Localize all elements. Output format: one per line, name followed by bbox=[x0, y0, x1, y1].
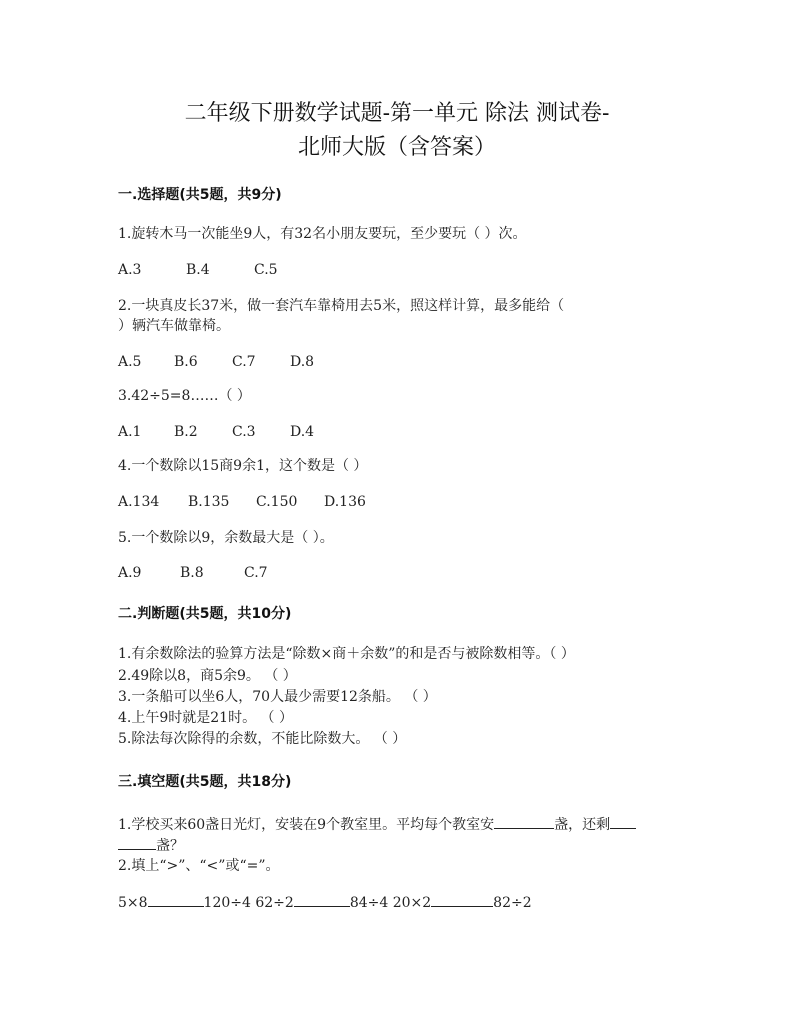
s2-item: 3.一条船可以坐6人，70人最少需要12条船。 （ ） bbox=[118, 689, 437, 705]
s1-q4-options bbox=[118, 494, 366, 510]
compare-expr: 5×8 bbox=[118, 895, 148, 911]
option: C.150 bbox=[256, 494, 298, 510]
compare-expr: 84÷4 20×2 bbox=[349, 895, 432, 911]
option: A.9 bbox=[118, 565, 142, 581]
section1-heading: 一.选择题(共5题，共9分) bbox=[118, 187, 282, 203]
s1-q5-text: 5.一个数除以9，余数最大是（ ）。 bbox=[118, 530, 334, 546]
option: A.1 bbox=[118, 424, 142, 440]
s3-q1-part3: 盏？ bbox=[156, 838, 184, 854]
answer-blank[interactable] bbox=[494, 814, 554, 829]
option: D.136 bbox=[324, 494, 366, 510]
option: B.4 bbox=[186, 262, 210, 278]
option: A.134 bbox=[118, 494, 160, 510]
option: B.8 bbox=[180, 565, 204, 581]
s1-q2-line2: ）辆汽车做靠椅。 bbox=[118, 318, 230, 334]
s3-q2-text: 2.填上“>”、“<”或“=”。 bbox=[118, 858, 280, 874]
s2-item: 4.上午9时就是21时。 （ ） bbox=[118, 710, 293, 726]
s3-q1-line2 bbox=[118, 835, 184, 856]
answer-blank[interactable] bbox=[118, 835, 156, 850]
option: C.3 bbox=[232, 424, 256, 440]
compare-expr: 82÷2 bbox=[493, 895, 532, 911]
option: D.4 bbox=[290, 424, 315, 440]
s3-q1-line1 bbox=[118, 814, 636, 835]
answer-blank[interactable] bbox=[294, 892, 350, 907]
compare-expr: 120÷4 62÷2 bbox=[203, 895, 294, 911]
answer-blank[interactable] bbox=[148, 892, 204, 907]
section3-heading: 三.填空题(共5题，共18分) bbox=[118, 774, 292, 790]
s3-compare-row bbox=[118, 892, 532, 913]
section2-heading: 二.判断题(共5题，共10分) bbox=[118, 606, 292, 622]
s1-q4-text: 4.一个数除以15商9余1，这个数是（ ） bbox=[118, 458, 368, 474]
option: C.7 bbox=[232, 354, 256, 370]
option: D.8 bbox=[290, 354, 315, 370]
s3-q1-part1: 1.学校买来60盏日光灯，安装在9个教室里。平均每个教室安 bbox=[118, 817, 495, 833]
page-title-line2: 北师大版（含答案） bbox=[297, 135, 496, 160]
s2-item: 1.有余数除法的验算方法是“除数×商＋余数”的和是否与被除数相等。（ ） bbox=[118, 646, 575, 662]
s1-q2-line1: 2.一块真皮长37米，做一套汽车靠椅用去5米，照这样计算，最多能给（ bbox=[118, 298, 565, 314]
option: C.5 bbox=[254, 262, 278, 278]
option: A.3 bbox=[118, 262, 142, 278]
answer-blank[interactable] bbox=[610, 814, 636, 829]
option: B.2 bbox=[174, 424, 198, 440]
page-title-line1: 二年级下册数学试题-第一单元 除法 测试卷- bbox=[184, 101, 610, 126]
s1-q2-options bbox=[118, 354, 314, 370]
answer-blank[interactable] bbox=[431, 892, 493, 907]
s3-q1-part2: 盏，还剩 bbox=[554, 817, 611, 833]
s1-q3-options bbox=[118, 424, 314, 440]
option: A.5 bbox=[118, 354, 142, 370]
s2-item: 5.除法每次除得的余数，不能比除数大。 （ ） bbox=[118, 731, 407, 747]
s2-item: 2.49除以8，商5余9。 （ ） bbox=[118, 668, 297, 684]
option: C.7 bbox=[244, 565, 268, 581]
s1-q1-options bbox=[118, 262, 278, 278]
s1-q1-text: 1.旋转木马一次能坐9人，有32名小朋友要玩，至少要玩（ ）次。 bbox=[118, 226, 527, 242]
s1-q3-text: 3.42÷5=8……（ ） bbox=[118, 388, 251, 404]
option: B.135 bbox=[188, 494, 230, 510]
option: B.6 bbox=[174, 354, 198, 370]
s1-q5-options bbox=[118, 565, 268, 581]
